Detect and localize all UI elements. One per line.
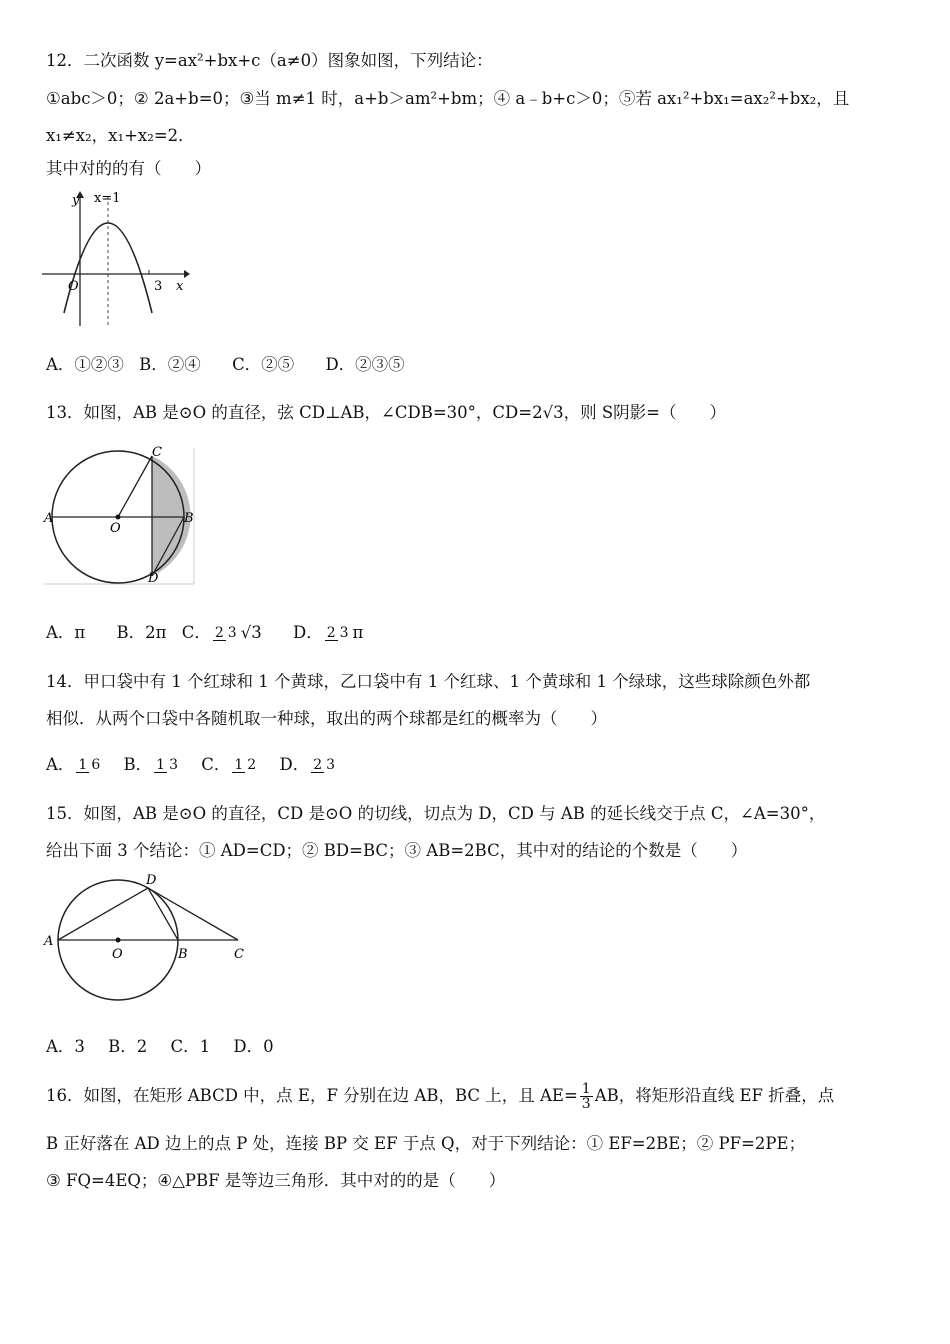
q14-option-a[interactable]: A． 1 6 [46, 755, 101, 774]
three-label: 3 [154, 279, 163, 294]
q12-stem-line-2: ①abc＞0；② 2a+b=0；③当 m≠1 时，a+b＞am²+bm；④ a﹣b+c＞0；⑤若 ax₁²+bx₁=ax₂²+bx₂，且 [46, 89, 850, 108]
q16-stem-line-1 [46, 1082, 834, 1111]
q16-stem-part-2: AB，将矩形沿直线 EF 折叠，点 [594, 1086, 835, 1105]
label-c: C [234, 947, 244, 962]
label-a: A [44, 511, 54, 526]
q15-option-a[interactable]: A．3 [46, 1037, 85, 1056]
q12-option-b[interactable]: B．②④ [139, 355, 201, 374]
y-label: y [72, 193, 80, 208]
label-b: B [178, 947, 188, 962]
q12-option-d[interactable]: D．②③⑤ [325, 355, 405, 374]
q13-option-d[interactable]: D． 2 3 π [292, 623, 364, 642]
x-axis-arrow [184, 270, 190, 278]
q14-option-d[interactable]: D． 2 3 [279, 755, 336, 774]
q14-stem-line-1: 14．甲口袋中有 1 个红球和 1 个黄球，乙口袋中有 1 个红球、1 个黄球和 1 个绿球，这些球除颜色外都 [46, 672, 811, 691]
label-d: D [146, 873, 157, 888]
q16-stem-part-1: 16．如图，在矩形 ABCD 中，点 E，F 分别在边 AB，BC 上，且 AE= [46, 1086, 578, 1105]
q16-stem-line-2: B 正好落在 AD 边上的点 P 处，连接 BP 交 EF 于点 Q，对于下列结论：① EF=2BE；② PF=2PE； [46, 1134, 806, 1153]
q16-fraction [580, 1082, 593, 1111]
q14-option-b[interactable]: B． 1 3 [123, 755, 178, 774]
label-o: O [110, 521, 121, 536]
q13-circle-figure [42, 442, 198, 588]
label-o: O [112, 947, 123, 962]
label-d: D [148, 571, 159, 586]
label-c: C [152, 445, 162, 460]
q12-parabola-figure [42, 188, 192, 330]
q15-stem-line-2: 给出下面 3 个结论：① AD=CD；② BD=BC；③ AB=2BC，其中对的结论的个数是（ ） [46, 841, 748, 860]
label-b: B [184, 511, 194, 526]
segment-db [148, 888, 178, 940]
q13-stem: 13．如图，AB 是⊙O 的直径，弦 CD⊥AB，∠CDB=30°，CD=2√3，则 S阴影=（ ） [46, 403, 726, 422]
tangent-dc [148, 888, 238, 940]
origin-label: O [68, 279, 79, 294]
q14-options [46, 754, 339, 776]
q15-option-c[interactable]: C．1 [170, 1037, 211, 1056]
q12-stem-line-4: 其中对的的有（ ） [46, 159, 211, 178]
q13-options [46, 622, 363, 644]
q16-stem-line-3: ③ FQ=4EQ；④△PBF 是等边三角形．其中对的的是（ ） [46, 1171, 506, 1190]
q16-frac-numerator: 1 [581, 1081, 591, 1097]
q15-options [46, 1036, 274, 1058]
q12-option-a[interactable]: A．①②③ [46, 355, 124, 374]
q12-option-c[interactable]: C．②⑤ [232, 355, 295, 374]
q15-option-d[interactable]: D．0 [233, 1037, 274, 1056]
label-a: A [44, 934, 54, 949]
q15-stem-line-1: 15．如图，AB 是⊙O 的直径，CD 是⊙O 的切线，切点为 D，CD 与 AB 的延长线交于点 C，∠A=30°， [46, 804, 826, 823]
q13-option-c[interactable]: C． 2 3 √3 [181, 623, 262, 642]
x-label: x [176, 279, 184, 294]
q12-stem-line-3: x₁≠x₂，x₁+x₂=2． [46, 126, 195, 145]
center-dot [116, 938, 121, 943]
q14-stem-line-2: 相似．从两个口袋中各随机取一种球，取出的两个球都是红的概率为（ ） [46, 709, 607, 728]
segment-ad [58, 888, 148, 940]
x-eq-1-label: x=1 [94, 191, 121, 206]
center-dot [116, 515, 121, 520]
q12-stem-line-1: 12．二次函数 y=ax²+bx+c（a≠0）图象如图，下列结论： [46, 51, 493, 70]
radius-oc [118, 456, 152, 517]
q13-option-b[interactable]: B．2π [116, 623, 167, 642]
q13-option-a[interactable]: A．π [46, 623, 86, 642]
q15-option-b[interactable]: B．2 [108, 1037, 148, 1056]
q16-frac-denominator: 3 [581, 1096, 591, 1112]
q14-option-c[interactable]: C． 1 2 [201, 755, 257, 774]
q15-tangent-figure [42, 870, 248, 1002]
q12-options [46, 354, 405, 376]
